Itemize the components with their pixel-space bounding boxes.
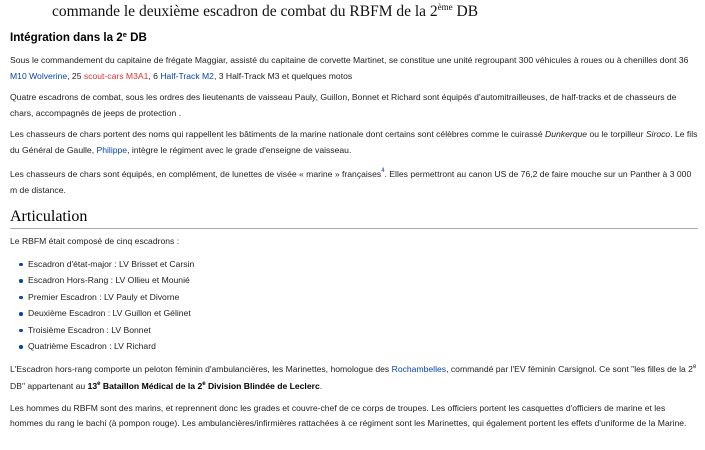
link-philippe[interactable]: Philippe [96, 144, 128, 155]
paragraph-chasseurs-equipment: Les chasseurs de chars sont équipés, en complément, de lunettes de visée « marine » françaises$^4$. Elles permettront au canon US de 76,2 de faire mouche sur un Panther à 3 000 m de distance. [10, 168, 692, 195]
link-scout-cars-m3a1[interactable]: scout-cars M3A1 [83, 70, 149, 81]
list-item: Deuxième Escadron : LV Guillon et Gélinet [19, 305, 698, 322]
reference-4[interactable]: 4 [381, 168, 385, 174]
list-item: Escadron Hors-Rang : LV Ollieu et Mounié [19, 272, 698, 289]
link-half-track-m2[interactable]: Half-Track M2 [160, 70, 214, 81]
paragraph-uniforms: Les hommes du RBFM sont des marins, et reprennent donc les grades et couvre-chef de ce corps de troupes. Les officiers portent les casquettes d'officiers de marine et les hommes du rang le bachi (à pompon rouge). Les ambulancières/infirmières rattachées à ce régiment sont les Marinettes, qui également portent les effets d'uniforme de la Marine. [10, 402, 687, 428]
link-m10-wolverine[interactable]: M10 Wolverine [10, 70, 68, 81]
list-item: Troisième Escadron : LV Bonnet [19, 322, 698, 339]
list-item: Quatrième Escadron : LV Richard [19, 338, 698, 355]
escadrons-list [10, 256, 698, 355]
list-item: Escadron d'état-major : LV Brisset et Carsin [19, 256, 698, 273]
paragraph-command: Sous le commandement du capitaine de frégate Maggiar, assisté du capitaine de corvette Martinet, se constitue une unité regroupant 300 véhicules à roues ou à chenilles dont 36 M10 Wolverine, 25 scout-cars M3A1, 6 Half-Track M2, 3 Half-Track M3 et quelques motos [10, 55, 689, 81]
link-rochambelles[interactable]: Rochambelles [391, 363, 447, 374]
article-body [10, 30, 698, 438]
paragraph-chasseurs-names: Les chasseurs de chars portent des noms qui rappellent les bâtiments de la marine nationale dont certains sont célèbres comme le cuirassé Dunkerque ou le torpilleur Siroco. Le fils du Général de Gaulle, Philippe, intègre le régiment avec le grade d'enseigne de vaisseau. [10, 129, 698, 155]
paragraph-escadrons: Quatre escadrons de combat, sous les ordres des lieutenants de vaisseau Pauly, Guillon, Bonnet et Richard sont équipés d'automitrailleuses, de half-tracks et de chasseurs de chars, accompagnés de jeeps de protection . [10, 92, 677, 118]
section-heading-articulation: Articulation [10, 208, 698, 229]
paragraph-articulation-intro: Le RBFM était composé de cinq escadrons : [10, 236, 180, 246]
list-item: Premier Escadron : LV Pauly et Divorne [19, 289, 698, 306]
top-caption: commande le deuxième escadron de combat du RBFM de la 2ème DB [52, 2, 479, 20]
paragraph-marinettes: L'Escadron hors-rang comporte un peloton féminin d'ambulancières, les Marinettes, homologue des Rochambelles, commandé par l'EV féminin Carsignol. Ce sont "les filles de la 2e DB" appartenant au 13e Bataillon Médical de la 2e Division Blindée de Leclerc. [10, 363, 697, 391]
section-heading-integration: Intégration dans la 2e DB [10, 30, 147, 44]
